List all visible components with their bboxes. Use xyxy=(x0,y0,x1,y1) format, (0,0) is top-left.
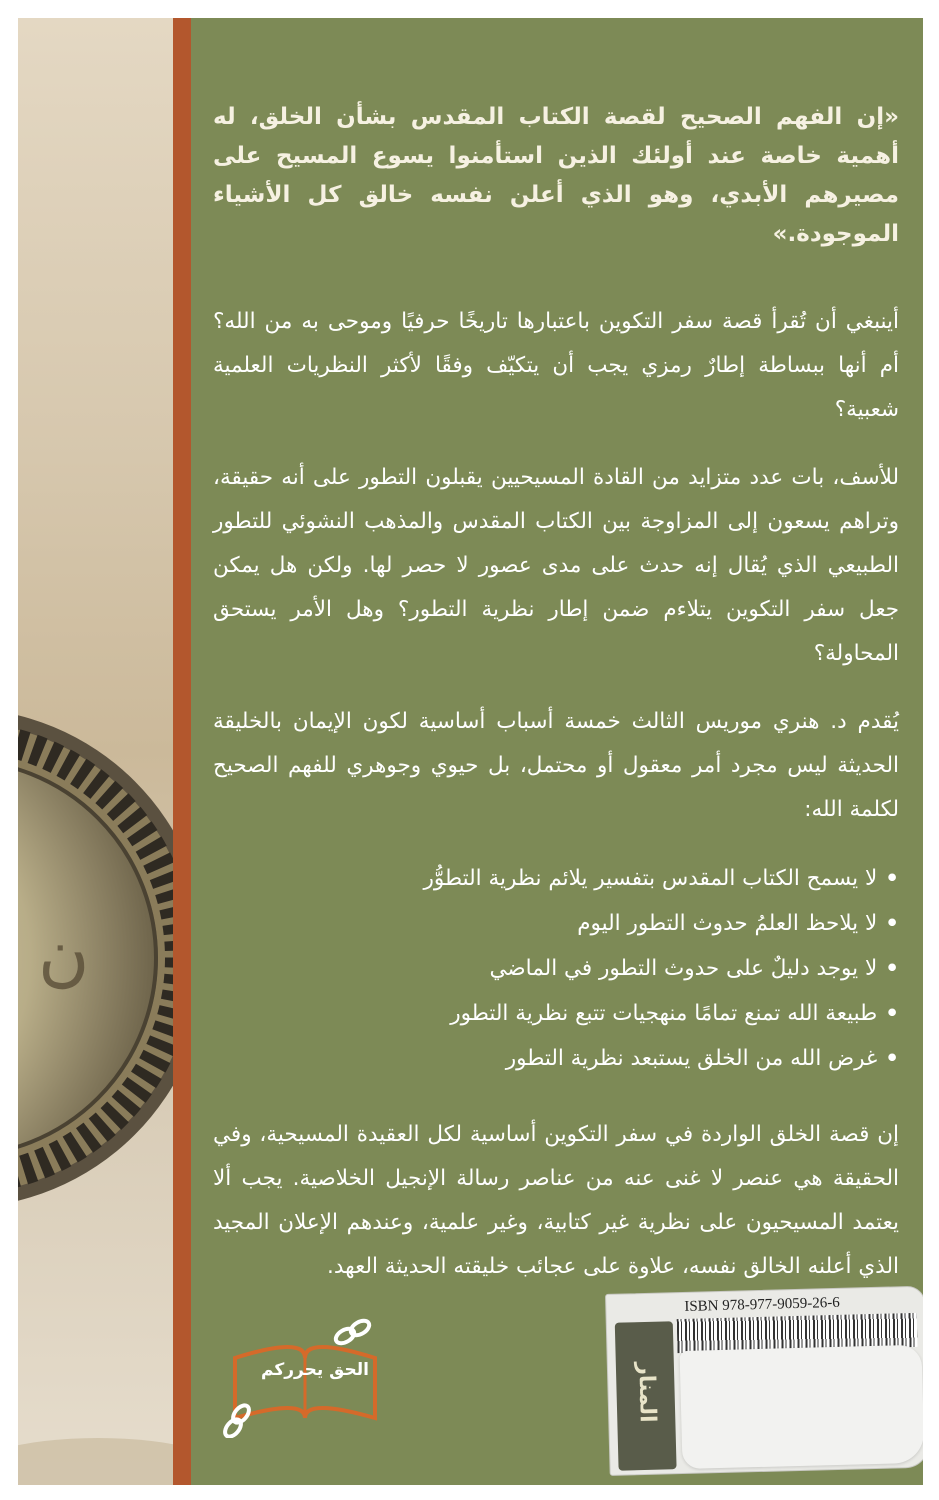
pull-quote: «إن الفهم الصحيح لقصة الكتاب المقدس بشأن الخلق، له أهمية خاصة عند أولئك الذين استأمنوا يسوع المسيح على مصيرهم الأبدي، وهو الذي أعلن نفسه خالق كل الأشياء الموجودة.» xyxy=(213,104,899,247)
isbn-number: ISBN 978-977-9059-26-6 xyxy=(684,1294,840,1315)
list-item: • طبيعة الله تمنع تمامًا منهجيات تتبع نظرية التطور xyxy=(213,991,899,1036)
reasons-list xyxy=(213,856,899,1081)
bullet-icon: • xyxy=(885,1046,899,1071)
publisher-logo xyxy=(195,1318,415,1438)
list-item: • غرض الله من الخلق يستبعد نظرية التطور xyxy=(213,1036,899,1081)
text-panel xyxy=(173,18,923,1485)
isbn-block xyxy=(605,1294,923,1474)
list-item: • لا يلاحظ العلمُ حدوث التطور اليوم xyxy=(213,901,899,946)
accent-bar xyxy=(173,18,191,1485)
back-cover xyxy=(18,18,923,1485)
paragraph-1: أينبغي أن تُقرأ قصة سفر التكوين باعتبارها تاريخًا حرفيًا وموحى به من الله؟ أم أنها ببساطة إطارٌ رمزي يجب أن يتكيّف وفقًا لأكثر النظريات العلمية شعبية؟ xyxy=(213,309,899,422)
closing-paragraph: إن قصة الخلق الواردة في سفر التكوين أساسية لكل العقيدة المسيحية، وفي الحقيقة هي عنصر لا غنى عنه من عناصر رسالة الإنجيل الخلاصية. يجب ألا يعتمد المسيحيون على نظرية غير كتابية، وغير علمية، وعندهم الإعلان المجيد الذي أعلنه الخالق نفسه، علاوة على عجائب خليقته الحديثة العهد. xyxy=(213,1122,899,1279)
back-cover-text xyxy=(213,98,899,1313)
svg-text:ن: ن xyxy=(38,913,90,995)
logo-caption: الحق يحرركم xyxy=(261,1360,369,1380)
paragraph-2: للأسف، بات عدد متزايد من القادة المسيحيين يقبلون التطور على أنه حقيقة، وتراهم يسعون إلى المزاوجة بين الكتاب المقدس والمذهب النشوئي للتطور الطبيعي الذي يُقال إنه حدث على مدى عصور لا حصر لها. ولكن هل يمكن جعل سفر التكوين يتلاءم ضمن إطار نظرية التطور؟ وهل الأمر يستحق المحاولة؟ xyxy=(213,465,899,666)
isbn-card xyxy=(605,1286,923,1476)
antique-compass-image xyxy=(18,18,173,1485)
bullet-icon: • xyxy=(885,866,899,891)
publisher-name: المنار xyxy=(633,1361,660,1423)
bullet-icon: • xyxy=(885,1001,899,1026)
price-sticker xyxy=(680,1345,923,1469)
publisher-spine-label xyxy=(615,1321,677,1470)
paragraph-3: يُقدم د. هنري موريس الثالث خمسة أسباب أساسية لكون الإيمان بالخليقة الحديثة ليس مجرد أمر معقول أو محتمل، بل حيوي وجوهري للفهم الصحيح لكلمة الله: xyxy=(213,709,899,822)
list-item: • لا يوجد دليلٌ على حدوث التطور في الماضي xyxy=(213,946,899,991)
cover-photo-strip xyxy=(18,18,173,1485)
list-item: • لا يسمح الكتاب المقدس بتفسير يلائم نظرية التطوُّر xyxy=(213,856,899,901)
bullet-icon: • xyxy=(885,956,899,981)
bullet-icon: • xyxy=(885,911,899,936)
